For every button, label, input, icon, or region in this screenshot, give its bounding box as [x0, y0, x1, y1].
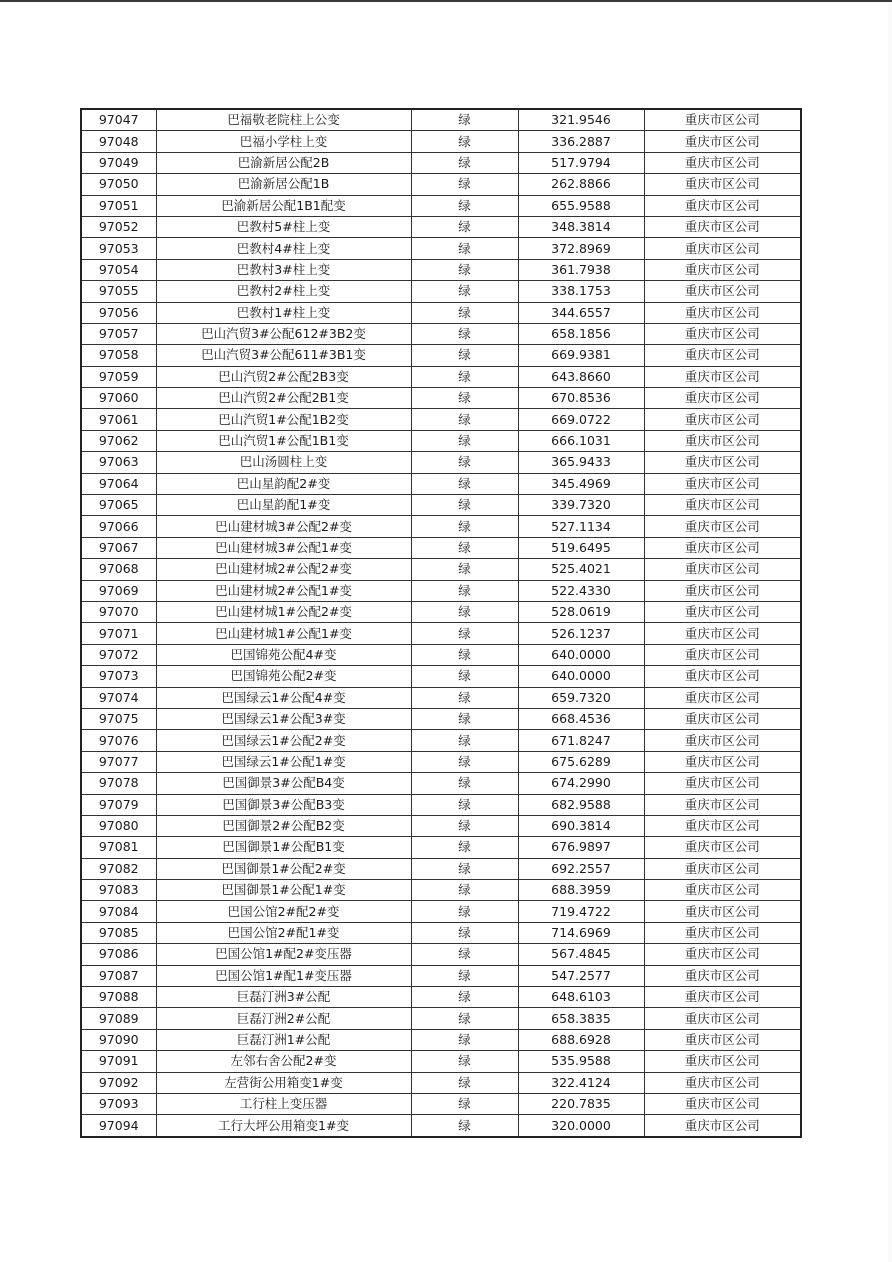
- cell-value: 666.1031: [518, 430, 644, 451]
- cell-id: 97071: [81, 623, 156, 644]
- cell-id: 97068: [81, 559, 156, 580]
- cell-value: 690.3814: [518, 815, 644, 836]
- cell-org: 重庆市区公司: [644, 131, 801, 152]
- cell-org: 重庆市区公司: [644, 601, 801, 622]
- cell-id: 97078: [81, 773, 156, 794]
- cell-name: 巴教村4#柱上变: [156, 238, 411, 259]
- cell-color: 绿: [411, 516, 518, 537]
- cell-org: 重庆市区公司: [644, 687, 801, 708]
- cell-org: 重庆市区公司: [644, 302, 801, 323]
- cell-value: 526.1237: [518, 623, 644, 644]
- cell-name: 巴国御景2#公配B2变: [156, 815, 411, 836]
- cell-value: 670.8536: [518, 388, 644, 409]
- cell-id: 97054: [81, 259, 156, 280]
- cell-id: 97074: [81, 687, 156, 708]
- cell-color: 绿: [411, 195, 518, 216]
- table-row: [81, 837, 801, 858]
- cell-value: 658.1856: [518, 323, 644, 344]
- cell-value: 643.8660: [518, 366, 644, 387]
- cell-color: 绿: [411, 944, 518, 965]
- cell-id: 97072: [81, 644, 156, 665]
- table-row: [81, 794, 801, 815]
- cell-org: 重庆市区公司: [644, 944, 801, 965]
- cell-color: 绿: [411, 708, 518, 729]
- cell-org: 重庆市区公司: [644, 773, 801, 794]
- table-row: [81, 687, 801, 708]
- cell-color: 绿: [411, 152, 518, 173]
- cell-name: 巴山建材城1#公配1#变: [156, 623, 411, 644]
- table-row: [81, 473, 801, 494]
- cell-org: 重庆市区公司: [644, 623, 801, 644]
- cell-value: 262.8866: [518, 174, 644, 195]
- cell-value: 671.8247: [518, 730, 644, 751]
- cell-value: 348.3814: [518, 216, 644, 237]
- table-row: [81, 751, 801, 772]
- table-row: [81, 773, 801, 794]
- cell-color: 绿: [411, 366, 518, 387]
- table-row: [81, 174, 801, 195]
- cell-org: 重庆市区公司: [644, 366, 801, 387]
- table-row: [81, 901, 801, 922]
- cell-color: 绿: [411, 1051, 518, 1072]
- cell-value: 692.2557: [518, 858, 644, 879]
- cell-org: 重庆市区公司: [644, 452, 801, 473]
- cell-value: 339.7320: [518, 495, 644, 516]
- table-row: [81, 216, 801, 237]
- page-right-edge: [888, 2, 892, 1262]
- cell-name: 巴渝新居公配1B: [156, 174, 411, 195]
- cell-color: 绿: [411, 687, 518, 708]
- cell-id: 97055: [81, 281, 156, 302]
- cell-value: 675.6289: [518, 751, 644, 772]
- table-row: [81, 537, 801, 558]
- cell-org: 重庆市区公司: [644, 473, 801, 494]
- cell-id: 97085: [81, 922, 156, 943]
- cell-name: 巴福小学柱上变: [156, 131, 411, 152]
- cell-color: 绿: [411, 452, 518, 473]
- cell-value: 338.1753: [518, 281, 644, 302]
- cell-color: 绿: [411, 388, 518, 409]
- cell-id: 97053: [81, 238, 156, 259]
- cell-color: 绿: [411, 623, 518, 644]
- cell-name: 巴山星韵配1#变: [156, 495, 411, 516]
- cell-id: 97086: [81, 944, 156, 965]
- cell-org: 重庆市区公司: [644, 1093, 801, 1114]
- cell-color: 绿: [411, 1093, 518, 1114]
- cell-color: 绿: [411, 987, 518, 1008]
- cell-org: 重庆市区公司: [644, 1072, 801, 1093]
- cell-color: 绿: [411, 922, 518, 943]
- cell-color: 绿: [411, 131, 518, 152]
- cell-org: 重庆市区公司: [644, 644, 801, 665]
- table-row: [81, 281, 801, 302]
- cell-org: 重庆市区公司: [644, 388, 801, 409]
- cell-color: 绿: [411, 1029, 518, 1050]
- cell-color: 绿: [411, 858, 518, 879]
- cell-value: 659.7320: [518, 687, 644, 708]
- cell-value: 688.6928: [518, 1029, 644, 1050]
- cell-id: 97067: [81, 537, 156, 558]
- cell-name: 巴国绿云1#公配2#变: [156, 730, 411, 751]
- table-row: [81, 345, 801, 366]
- table-row: [81, 666, 801, 687]
- cell-value: 719.4722: [518, 901, 644, 922]
- cell-color: 绿: [411, 473, 518, 494]
- table-row: [81, 259, 801, 280]
- cell-value: 525.4021: [518, 559, 644, 580]
- cell-color: 绿: [411, 880, 518, 901]
- cell-org: 重庆市区公司: [644, 1029, 801, 1050]
- cell-org: 重庆市区公司: [644, 216, 801, 237]
- cell-org: 重庆市区公司: [644, 109, 801, 131]
- cell-color: 绿: [411, 837, 518, 858]
- cell-id: 97048: [81, 131, 156, 152]
- cell-name: 巴国御景1#公配1#变: [156, 880, 411, 901]
- table-row: [81, 880, 801, 901]
- cell-value: 669.9381: [518, 345, 644, 366]
- cell-name: 巴渝新居公配1B1配变: [156, 195, 411, 216]
- cell-id: 97077: [81, 751, 156, 772]
- cell-value: 220.7835: [518, 1093, 644, 1114]
- cell-name: 巴国公馆1#配1#变压器: [156, 965, 411, 986]
- cell-color: 绿: [411, 751, 518, 772]
- cell-name: 巴山建材城3#公配1#变: [156, 537, 411, 558]
- cell-org: 重庆市区公司: [644, 922, 801, 943]
- cell-value: 547.2577: [518, 965, 644, 986]
- cell-org: 重庆市区公司: [644, 495, 801, 516]
- cell-org: 重庆市区公司: [644, 965, 801, 986]
- cell-id: 97070: [81, 601, 156, 622]
- cell-id: 97075: [81, 708, 156, 729]
- cell-org: 重庆市区公司: [644, 1115, 801, 1137]
- cell-id: 97049: [81, 152, 156, 173]
- cell-name: 巴山汽贸1#公配1B2变: [156, 409, 411, 430]
- table-row: [81, 152, 801, 173]
- cell-value: 528.0619: [518, 601, 644, 622]
- cell-org: 重庆市区公司: [644, 901, 801, 922]
- cell-id: 97090: [81, 1029, 156, 1050]
- cell-org: 重庆市区公司: [644, 794, 801, 815]
- cell-value: 322.4124: [518, 1072, 644, 1093]
- table-row: [81, 1008, 801, 1029]
- cell-value: 669.0722: [518, 409, 644, 430]
- cell-id: 97062: [81, 430, 156, 451]
- cell-id: 97066: [81, 516, 156, 537]
- cell-id: 97089: [81, 1008, 156, 1029]
- table-row: [81, 388, 801, 409]
- cell-org: 重庆市区公司: [644, 580, 801, 601]
- cell-name: 巴国御景1#公配B1变: [156, 837, 411, 858]
- table-row: [81, 1051, 801, 1072]
- table-row: [81, 1072, 801, 1093]
- table-row: [81, 965, 801, 986]
- cell-color: 绿: [411, 730, 518, 751]
- cell-color: 绿: [411, 815, 518, 836]
- cell-id: 97069: [81, 580, 156, 601]
- cell-id: 97083: [81, 880, 156, 901]
- cell-value: 522.4330: [518, 580, 644, 601]
- cell-id: 97059: [81, 366, 156, 387]
- cell-org: 重庆市区公司: [644, 1008, 801, 1029]
- cell-name: 工行柱上变压器: [156, 1093, 411, 1114]
- cell-value: 668.4536: [518, 708, 644, 729]
- cell-color: 绿: [411, 901, 518, 922]
- cell-id: 97052: [81, 216, 156, 237]
- cell-name: 巴教村1#柱上变: [156, 302, 411, 323]
- cell-value: 320.0000: [518, 1115, 644, 1137]
- cell-id: 97079: [81, 794, 156, 815]
- cell-org: 重庆市区公司: [644, 195, 801, 216]
- cell-color: 绿: [411, 1072, 518, 1093]
- cell-color: 绿: [411, 1115, 518, 1137]
- cell-id: 97063: [81, 452, 156, 473]
- table-row: [81, 195, 801, 216]
- table-row: [81, 858, 801, 879]
- cell-value: 321.9546: [518, 109, 644, 131]
- table-row: [81, 495, 801, 516]
- cell-org: 重庆市区公司: [644, 559, 801, 580]
- cell-name: 巴国御景3#公配B4变: [156, 773, 411, 794]
- table-row: [81, 1093, 801, 1114]
- table-row: [81, 644, 801, 665]
- cell-org: 重庆市区公司: [644, 1051, 801, 1072]
- cell-color: 绿: [411, 495, 518, 516]
- table-row: [81, 430, 801, 451]
- cell-value: 658.3835: [518, 1008, 644, 1029]
- cell-value: 674.2990: [518, 773, 644, 794]
- cell-name: 巴山汽贸2#公配2B3变: [156, 366, 411, 387]
- cell-name: 巴山建材城2#公配2#变: [156, 559, 411, 580]
- cell-org: 重庆市区公司: [644, 345, 801, 366]
- table-row: [81, 409, 801, 430]
- cell-color: 绿: [411, 580, 518, 601]
- cell-id: 97060: [81, 388, 156, 409]
- cell-id: 97091: [81, 1051, 156, 1072]
- cell-value: 372.8969: [518, 238, 644, 259]
- cell-name: 巨磊汀洲1#公配: [156, 1029, 411, 1050]
- cell-name: 巴教村3#柱上变: [156, 259, 411, 280]
- cell-color: 绿: [411, 773, 518, 794]
- cell-id: 97087: [81, 965, 156, 986]
- cell-color: 绿: [411, 302, 518, 323]
- table-row: [81, 1029, 801, 1050]
- cell-name: 巴国绿云1#公配3#变: [156, 708, 411, 729]
- cell-color: 绿: [411, 238, 518, 259]
- cell-color: 绿: [411, 794, 518, 815]
- cell-id: 97056: [81, 302, 156, 323]
- cell-name: 巴渝新居公配2B: [156, 152, 411, 173]
- table-row: [81, 131, 801, 152]
- cell-id: 97082: [81, 858, 156, 879]
- cell-name: 巴国锦苑公配4#变: [156, 644, 411, 665]
- cell-org: 重庆市区公司: [644, 516, 801, 537]
- cell-color: 绿: [411, 323, 518, 344]
- cell-org: 重庆市区公司: [644, 666, 801, 687]
- cell-name: 巴国御景1#公配2#变: [156, 858, 411, 879]
- cell-org: 重庆市区公司: [644, 751, 801, 772]
- cell-name: 巴山建材城2#公配1#变: [156, 580, 411, 601]
- cell-name: 巴山汽贸1#公配1B1变: [156, 430, 411, 451]
- cell-org: 重庆市区公司: [644, 837, 801, 858]
- cell-name: 巴山汤圆柱上变: [156, 452, 411, 473]
- cell-name: 巴山汽贸3#公配612#3B2变: [156, 323, 411, 344]
- cell-id: 97051: [81, 195, 156, 216]
- cell-org: 重庆市区公司: [644, 880, 801, 901]
- cell-org: 重庆市区公司: [644, 323, 801, 344]
- cell-id: 97076: [81, 730, 156, 751]
- cell-color: 绿: [411, 559, 518, 580]
- cell-id: 97064: [81, 473, 156, 494]
- table-row: [81, 922, 801, 943]
- cell-value: 519.6495: [518, 537, 644, 558]
- table-row: [81, 815, 801, 836]
- cell-value: 688.3959: [518, 880, 644, 901]
- cell-id: 97093: [81, 1093, 156, 1114]
- cell-value: 640.0000: [518, 644, 644, 665]
- cell-org: 重庆市区公司: [644, 430, 801, 451]
- cell-name: 巴山汽贸3#公配611#3B1变: [156, 345, 411, 366]
- cell-name: 工行大坪公用箱变1#变: [156, 1115, 411, 1137]
- cell-org: 重庆市区公司: [644, 281, 801, 302]
- cell-value: 336.2887: [518, 131, 644, 152]
- cell-org: 重庆市区公司: [644, 708, 801, 729]
- cell-name: 巴国公馆2#配1#变: [156, 922, 411, 943]
- cell-org: 重庆市区公司: [644, 815, 801, 836]
- cell-color: 绿: [411, 216, 518, 237]
- cell-name: 巴国公馆2#配2#变: [156, 901, 411, 922]
- cell-name: 巴山汽贸2#公配2B1变: [156, 388, 411, 409]
- cell-org: 重庆市区公司: [644, 174, 801, 195]
- cell-name: 巴国绿云1#公配1#变: [156, 751, 411, 772]
- cell-id: 97061: [81, 409, 156, 430]
- cell-value: 517.9794: [518, 152, 644, 173]
- cell-value: 648.6103: [518, 987, 644, 1008]
- cell-color: 绿: [411, 430, 518, 451]
- table-row: [81, 1115, 801, 1137]
- cell-id: 97047: [81, 109, 156, 131]
- cell-color: 绿: [411, 666, 518, 687]
- cell-value: 535.9588: [518, 1051, 644, 1072]
- cell-org: 重庆市区公司: [644, 858, 801, 879]
- table-row: [81, 109, 801, 131]
- cell-id: 97084: [81, 901, 156, 922]
- cell-name: 巨磊汀洲2#公配: [156, 1008, 411, 1029]
- cell-color: 绿: [411, 345, 518, 366]
- cell-id: 97092: [81, 1072, 156, 1093]
- cell-name: 巴山建材城1#公配2#变: [156, 601, 411, 622]
- table-body: [81, 109, 801, 1137]
- cell-org: 重庆市区公司: [644, 987, 801, 1008]
- cell-value: 344.6557: [518, 302, 644, 323]
- cell-name: 巴山建材城3#公配2#变: [156, 516, 411, 537]
- cell-org: 重庆市区公司: [644, 152, 801, 173]
- cell-name: 巴福敬老院柱上公变: [156, 109, 411, 131]
- table-row: [81, 238, 801, 259]
- table-row: [81, 580, 801, 601]
- cell-org: 重庆市区公司: [644, 238, 801, 259]
- table-row: [81, 708, 801, 729]
- cell-name: 巴教村5#柱上变: [156, 216, 411, 237]
- cell-name: 左营街公用箱变1#变: [156, 1072, 411, 1093]
- cell-color: 绿: [411, 174, 518, 195]
- cell-id: 97081: [81, 837, 156, 858]
- table-row: [81, 944, 801, 965]
- cell-color: 绿: [411, 259, 518, 280]
- table-row: [81, 559, 801, 580]
- cell-color: 绿: [411, 1008, 518, 1029]
- cell-value: 527.1134: [518, 516, 644, 537]
- cell-name: 巴国锦苑公配2#变: [156, 666, 411, 687]
- cell-value: 682.9588: [518, 794, 644, 815]
- cell-value: 676.9897: [518, 837, 644, 858]
- cell-org: 重庆市区公司: [644, 537, 801, 558]
- cell-name: 巴山星韵配2#变: [156, 473, 411, 494]
- cell-color: 绿: [411, 281, 518, 302]
- cell-value: 361.7938: [518, 259, 644, 280]
- table-row: [81, 987, 801, 1008]
- table-row: [81, 323, 801, 344]
- cell-name: 巴国绿云1#公配4#变: [156, 687, 411, 708]
- cell-id: 97065: [81, 495, 156, 516]
- cell-color: 绿: [411, 409, 518, 430]
- cell-name: 巨磊汀洲3#公配: [156, 987, 411, 1008]
- cell-id: 97088: [81, 987, 156, 1008]
- cell-name: 巴国公馆1#配2#变压器: [156, 944, 411, 965]
- cell-org: 重庆市区公司: [644, 259, 801, 280]
- cell-value: 345.4969: [518, 473, 644, 494]
- cell-value: 714.6969: [518, 922, 644, 943]
- table-row: [81, 302, 801, 323]
- cell-name: 巴教村2#柱上变: [156, 281, 411, 302]
- cell-value: 365.9433: [518, 452, 644, 473]
- cell-name: 巴国御景3#公配B3变: [156, 794, 411, 815]
- cell-color: 绿: [411, 644, 518, 665]
- cell-color: 绿: [411, 965, 518, 986]
- cell-value: 640.0000: [518, 666, 644, 687]
- cell-org: 重庆市区公司: [644, 409, 801, 430]
- cell-id: 97058: [81, 345, 156, 366]
- cell-id: 97057: [81, 323, 156, 344]
- table-row: [81, 730, 801, 751]
- table-row: [81, 366, 801, 387]
- cell-color: 绿: [411, 109, 518, 131]
- cell-value: 655.9588: [518, 195, 644, 216]
- cell-id: 97080: [81, 815, 156, 836]
- cell-color: 绿: [411, 601, 518, 622]
- table-row: [81, 516, 801, 537]
- cell-name: 左邻右舍公配2#变: [156, 1051, 411, 1072]
- cell-color: 绿: [411, 537, 518, 558]
- table-row: [81, 452, 801, 473]
- cell-org: 重庆市区公司: [644, 730, 801, 751]
- cell-value: 567.4845: [518, 944, 644, 965]
- table-row: [81, 601, 801, 622]
- cell-id: 97050: [81, 174, 156, 195]
- table-row: [81, 623, 801, 644]
- transformer-table: [80, 108, 802, 1138]
- page-top-border: [0, 0, 892, 2]
- cell-id: 97073: [81, 666, 156, 687]
- cell-id: 97094: [81, 1115, 156, 1137]
